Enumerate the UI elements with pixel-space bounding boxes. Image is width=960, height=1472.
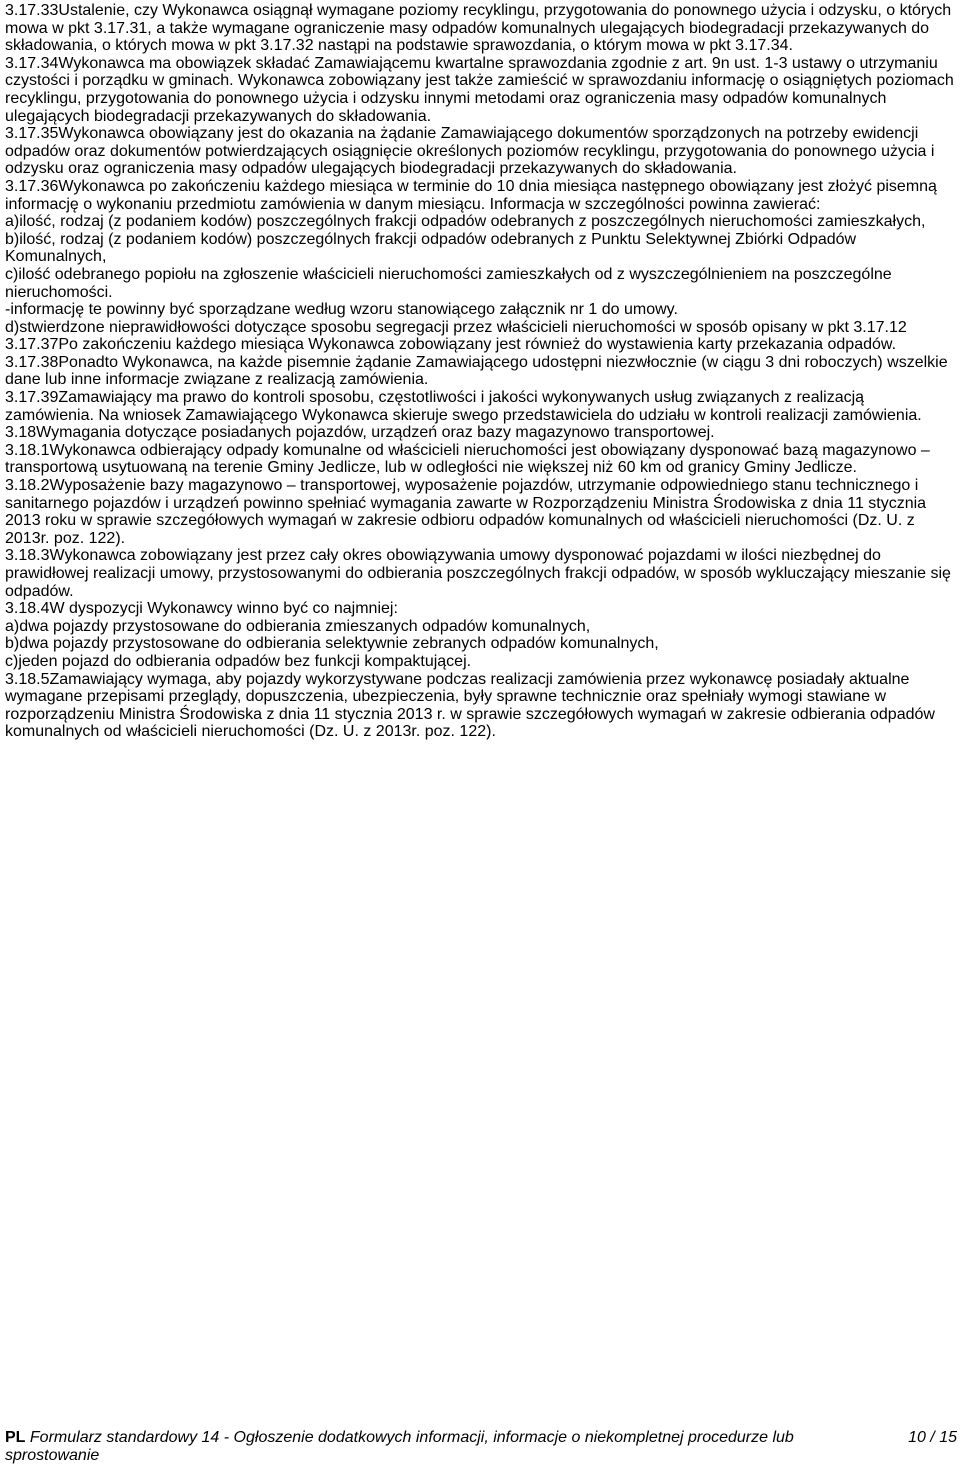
paragraph: 3.17.36Wykonawca po zakończeniu każdego miesiąca w terminie do 10 dnia miesiąca następnego obowiązany jest złożyć pisemną informację o wykonaniu przedmiotu zamówienia w danym miesiącu. Informacja w szczególności powinna zawierać: xyxy=(5,177,942,213)
document-body xyxy=(5,2,957,741)
footer-page-number: 10 / 15 xyxy=(908,1429,957,1446)
paragraph: 3.17.34Wykonawca ma obowiązek składać Zamawiającemu kwartalne sprawozdania zgodnie z art. 9n ust. 1-3 ustawy o utrzymaniu czystości i porządku w gminach. Wykonawca zobowiązany jest także zamieścić w sprawozdaniu informację o osiągniętych poziomach recyklingu, przygotowania do ponownego użycia i odzysku innymi metodami oraz ograniczenia masy odpadów komunalnych ulegających biodegradacji przekazywanych do składowania. xyxy=(5,54,959,125)
footer-form-title: Formularz standardowy 14 - Ogłoszenie dodatkowych informacji, informacje o niekompletnej procedurze lub sprostowanie xyxy=(5,1429,794,1464)
paragraph: 3.18Wymagania dotyczące posiadanych pojazdów, urządzeń oraz bazy magazynowo transportowej. xyxy=(5,424,715,442)
paragraph: 3.17.37Po zakończeniu każdego miesiąca Wykonawca zobowiązany jest również do wystawienia karty przekazania odpadów. xyxy=(5,336,897,354)
paragraph: 3.17.39Zamawiający ma prawo do kontroli sposobu, częstotliwości i jakości wykonywanych usług związanych z realizacją zamówienia. Na wniosek Zamawiającego Wykonawca skieruje swego przedstawiciela do udziału w kontroli realizacji zamówienia. xyxy=(5,389,922,424)
footer-language: PL xyxy=(5,1429,26,1446)
paragraph: d)stwierdzone nieprawidłowości dotyczące sposobu segregacji przez właścicieli nieruchomości w sposób opisany w pkt 3.17.12 xyxy=(5,318,907,336)
paragraph: 3.18.1Wykonawca odbierający odpady komunalne od właścicieli nieruchomości jest obowiązany dysponować bazą magazynowo – transportową usytuowaną na terenie Gminy Jedlicze, lub w odległości nie większej niż 60 km od granicy Gminy Jedlicze. xyxy=(5,441,935,477)
paragraph: 3.18.3Wykonawca zobowiązany jest przez cały okres obowiązywania umowy dysponować pojazdami w ilości niezbędnej do prawidłowej realizacji umowy, przystosowanymi do odbierania poszczególnych frakcji odpadów, w sposób wykluczający mieszanie się odpadów. xyxy=(5,547,956,600)
paragraph: 3.18.4W dyspozycji Wykonawcy winno być co najmniej: xyxy=(5,600,398,618)
paragraph: 3.17.35Wykonawca obowiązany jest do okazania na żądanie Zamawiającego dokumentów sporządzonych na potrzeby ewidencji odpadów oraz dokumentów potwierdzających osiągnięcie określonych poziomów recyklingu, przygotowania do ponownego użycia i odzysku oraz ograniczenia masy odpadów ulegających biodegradacji przekazywanych do składowania. xyxy=(5,125,939,178)
paragraph: a)dwa pojazdy przystosowane do odbierania zmieszanych odpadów komunalnych, xyxy=(5,617,591,635)
paragraph: c)ilość odebranego popiołu na zgłoszenie właścicieli nieruchomości zamieszkałych od z wyszczególnieniem na poszczególne nieruchomości. xyxy=(5,265,897,301)
paragraph: -informację te powinny być sporządzane według wzoru stanowiącego załącznik nr 1 do umowy. xyxy=(5,301,678,319)
paragraph: 3.17.33Ustalenie, czy Wykonawca osiągnął wymagane poziomy recyklingu, przygotowania do ponownego użycia i odzysku, o których mowa w pkt 3.17.31, a także wymagane ograniczenie masy odpadów komunalnych ulegających biodegradacji przekazywanych do składowania, o których mowa w pkt 3.17.32 nastąpi na podstawie sprawozdania, o którym mowa w pkt 3.17.34. xyxy=(5,2,956,55)
paragraph: b)ilość, rodzaj (z podaniem kodów) poszczególnych frakcji odpadów odebranych z Punktu Selektywnej Zbiórki Odpadów Komunalnych, xyxy=(5,230,861,266)
footer-left xyxy=(5,1429,865,1465)
paragraph: a)ilość, rodzaj (z podaniem kodów) poszczególnych frakcji odpadów odebranych z poszczególnych nieruchomości zamieszkałych, xyxy=(5,213,926,231)
paragraph: b)dwa pojazdy przystosowane do odbierania selektywnie zebranych odpadów komunalnych, xyxy=(5,635,659,653)
page-footer xyxy=(5,1429,957,1465)
paragraph: 3.17.38Ponadto Wykonawca, na każde pisemnie żądanie Zamawiającego udostępni niezwłocznie (w ciągu 3 dni roboczych) wszelkie dane lub inne informacje związane z realizacją zamówienia. xyxy=(5,353,953,389)
paragraph: c)jeden pojazd do odbierania odpadów bez funkcji kompaktującej. xyxy=(5,652,472,670)
paragraph: 3.18.5Zamawiający wymaga, aby pojazdy wykorzystywane podczas realizacji zamówienia przez wykonawcę posiadały aktualne wymagane przepisami przeglądy, dopuszczenia, ubezpieczenia, były sprawne technicznie oraz spełniały wymogi stawiane w rozporządzeniu Ministra Środowiska z dnia 11 stycznia 2013 r. w sprawie szczegółowych wymagań w zakresie odbierania odpadów komunalnych od właścicieli nieruchomości (Dz. U. z 2013r. poz. 122). xyxy=(5,670,940,741)
paragraph: 3.18.2Wyposażenie bazy magazynowo – transportowej, wyposażenie pojazdów, utrzymanie odpowiedniego stanu technicznego i sanitarnego pojazdów i urządzeń powinno spełniać wymagania zawarte w Rozporządzeniu Ministra Środowiska z dnia 11 stycznia 2013 roku w sprawie szczegółowych wymagań w zakresie odbioru odpadów komunalnych od właścicieli nieruchomości (Dz. U. z 2013r. poz. 122). xyxy=(5,477,931,547)
